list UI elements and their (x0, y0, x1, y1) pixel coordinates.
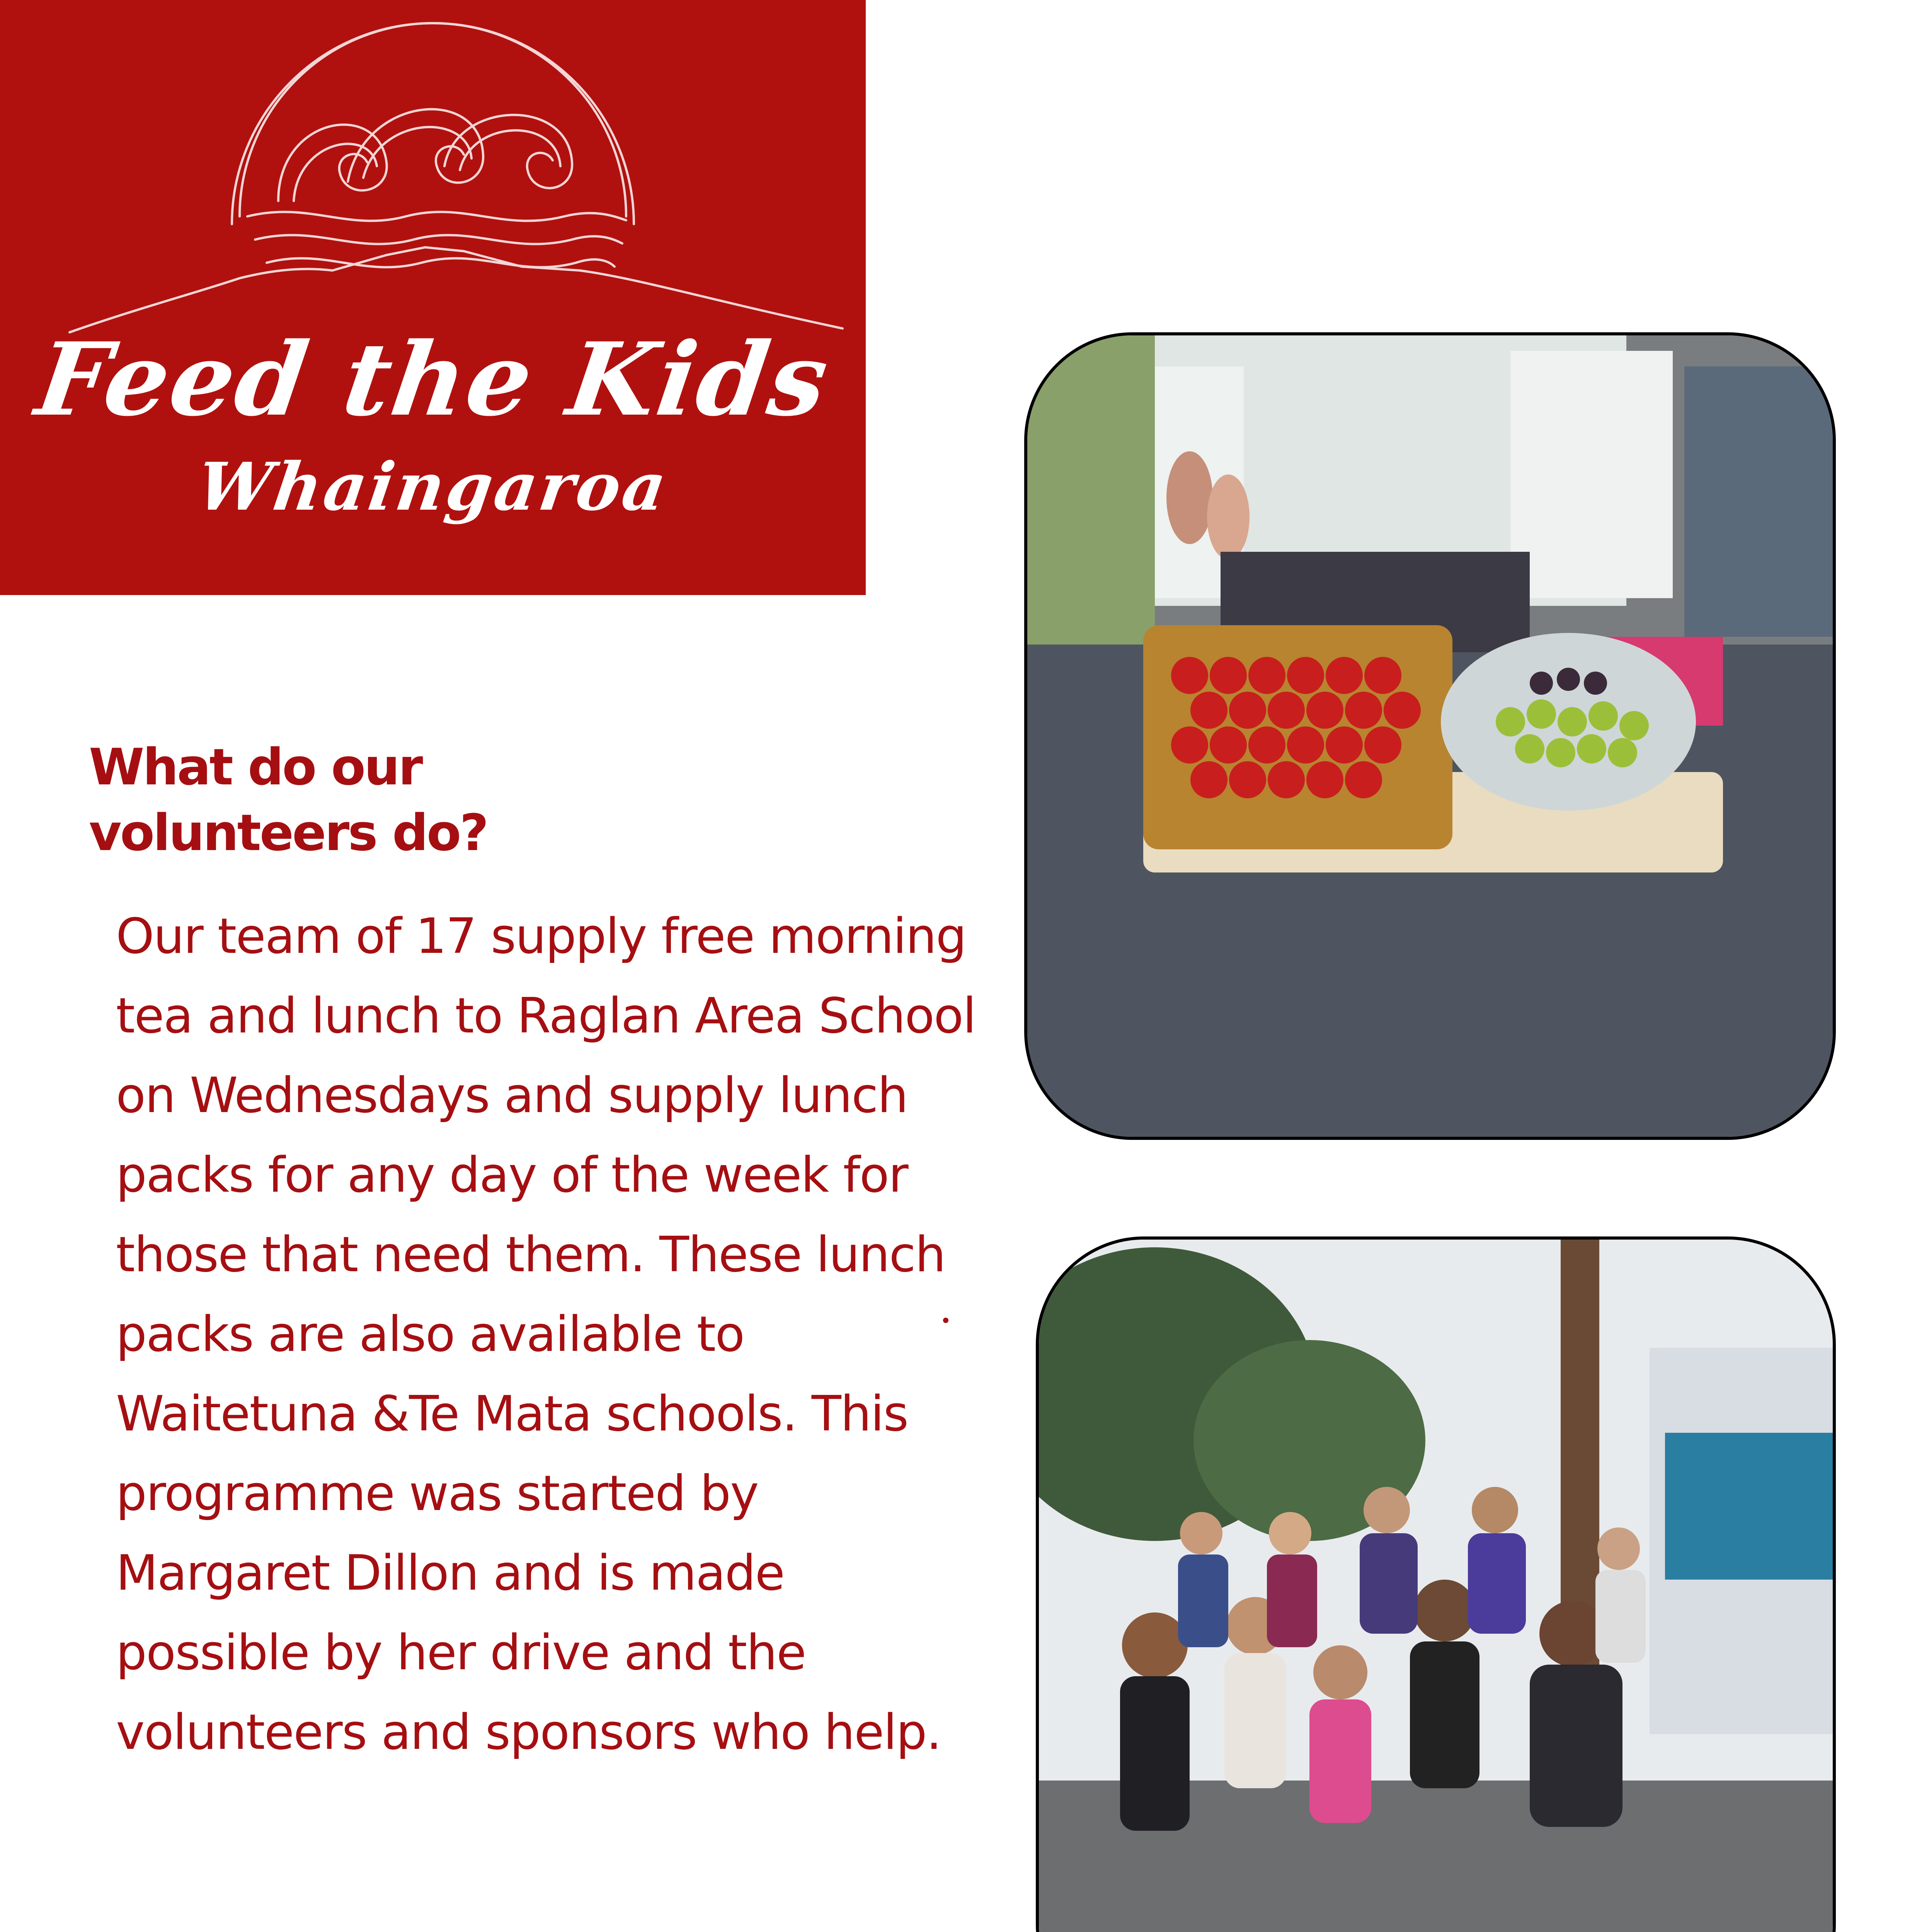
logo-title: Feed the Kids (29, 321, 836, 439)
children-group-image (1039, 1240, 1833, 1932)
fruit-table-photo (1024, 332, 1836, 1140)
logo-subtitle: Whaingaroa (192, 448, 673, 526)
heading-line-1: What do our (89, 738, 422, 796)
heading-line-2: volunteers do? (89, 803, 487, 862)
group-of-children-photo (1036, 1236, 1836, 1932)
logo-banner (0, 0, 866, 595)
description-paragraph: Our team of 17 supply free morning tea and lunch to Raglan Area School on Wednesdays and supply lunch packs for any day of the week for those that need them. These lunch packs are also available to Waitetuna &Te Mata schools. This programme was started by Margaret Dillon and is made possible by her drive and the volunteers and sponsors who help. (116, 908, 976, 1760)
section-heading-what (89, 734, 669, 866)
fruit-table-image (1027, 335, 1833, 1137)
stray-dot (943, 1318, 948, 1323)
